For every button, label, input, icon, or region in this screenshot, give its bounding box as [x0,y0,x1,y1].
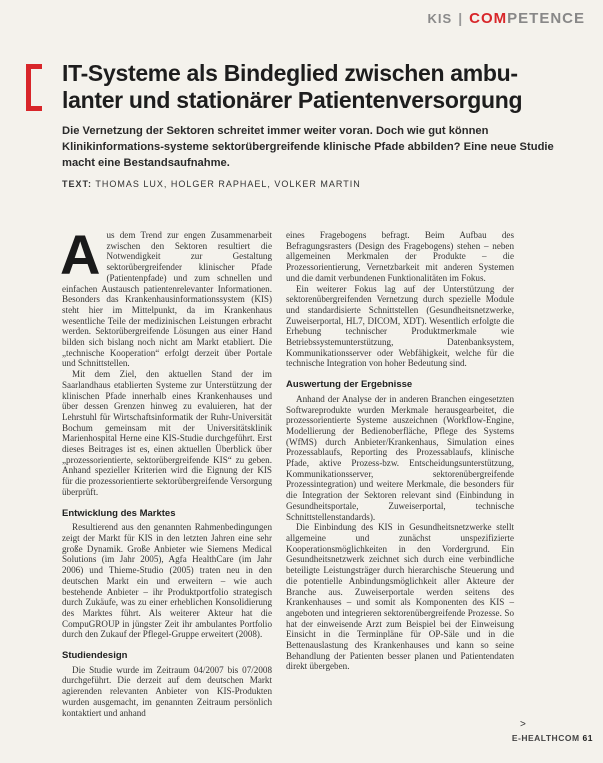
article-headline [62,60,582,114]
body-column-1 [60,223,272,718]
page-number: 61 [582,733,593,743]
authors-label: TEXT: [62,179,93,189]
paragraph-text: us dem Trend zur engen Zusammenarbeit zwischen den Sektoren resultiert die Notwendigkeit zur Gestaltung sektorübergreifender klinischer Pfade (Patientenpfade) und zum schnellen und einfachen Austausch patientenrelevanter Informationen. Besonders das Krankenhausinformationssystem (KIS) steht hier im Mittelpunkt, da im Krankenhaus wesentliche Teile der medizinischen Leistungen erbracht werden. Sektorübergreifende Lösungen aus einer Hand bilden sich bislang noch nicht am Markt etabliert. Die „technische Kooperation“ erfolgt derzeit über Portale und Schnittstellen. [62,230,272,369]
subheading: Auswertung der Ergebnisse [286,379,413,391]
paragraph: Resultierend aus den genannten Rahmenbedingungen zeigt der Markt für KIS in den letzten Jahren eine sehr große Dynamik. Große Anbieter wie Siemens Medical Solutions (im Jahr 2005), Agfa HealthCare (im Jahr 2006) und Thieme-Studio (2005) traten neu in den deutschen Markt ein und erweitern – wie auch bestehende Anbieter – ihr Produktportfolio strategisch durch Zukäufe, was zu einer erheblichen Konsolidierung des Marktes führt. Als weiterer Akteur hat die CompuGROUP in jüngster Zeit ihr ambulantes Portfolio durch den Zukauf der Pflegel-Gruppe erweitert (2008). [62,522,272,640]
subheading: Entwicklung des Marktes [62,507,176,519]
paragraph [60,223,272,369]
category-rest: PETENCE [507,9,585,27]
paragraph: Anhand der Analyse der in anderen Branchen eingesetzten Softwareprodukte wurden Merkmale herausgearbeitet, die prozessorientierte Systeme auszeichnen (Workflow-Engine, Modellierung der Bedienoberfläche, Pflege des Systems (WfMS) durch Anbieter/Krankenhaus, Simulation eines Prozessablaufs, Reporting des Prozessablaufs, klinische Pfade, aktive Prozess-bzw. Entscheidungsunterstützung, Kommunikationsserver, sektorenübergreifende Prozessintegration) und weitere Merkmale, die besonders für die Integration der Sektoren relevant sind (Einbindung in Gesundheitsportale, Zuweiserportal, technische Schnittstellenstandards). [286,393,514,522]
category-accent: COM [469,9,508,27]
footer-brand: E-HEALTHCOM [511,733,580,743]
section-label: KIS [427,10,453,26]
paragraph: Mit dem Ziel, den aktuellen Stand der im Saarlandhaus etablierten Systeme zur Unterstützung der klinischen Pfade innerhalb eines Krankenhauses und über dessen Grenzen hinweg zu evaluieren, hat der Lehrstuhl für Wirtschaftsinformatik der Ruhr-Universität Bochum gemeinsam mit der Universitätsklinik Marienhospital Herne eine KIS-Studie durchgeführt. Erst dieses Beitrages ist es, einen aktuellen Überblick über „prozessorientierte, sektorübergreifende KIS“ zu geben. Anhand spezieller Kriterien wird die Eignung der KIS für die prozessorientierte sektorübergreifende Versorgung überprüft. [62,369,272,497]
authors-line [62,179,582,189]
category-label [469,10,585,27]
authors-names: THOMAS LUX, HOLGER RAPHAEL, VOLKER MARTIN [95,179,361,189]
red-bracket-icon [26,64,42,111]
subheading: Studiendesign [62,650,128,662]
paragraph: Die Einbindung des KIS in Gesundheitsnetzwerke stellt allgemeine und zunächst unspezifizierte Kooperationsmöglichkeiten in den Vordergrund. Ein Gesundheitsnetzwerk zeichnet sich durch eine verbindliche beteiligte Leistungsträger durch hierarchische Steuerung und die potentielle Anbindungsmöglichkeit aller Akteure der Branche aus. Zuweiserportale werden seitens des Krankenhauses – und somit als Komponenten des KIS – angeboten und integrieren sektorenübergreifende Prozesse. So hat der einweisende Arzt zum Beispiel bei der Einweisung Einsicht in die Terminpläne für OP-Säle und in die Bettenauslastung des Krankenhauses und kann so seine Behandlung der Patienten besser planen und Patientendaten direkt übergeben. [286,522,514,672]
headline-line-1: IT-Systeme als Bindeglied zwischen ambu- [62,60,518,86]
page-footer [512,733,593,743]
body-column-2 [286,230,514,672]
paragraph: Die Studie wurde im Zeitraum 04/2007 bis 07/2008 durchgeführt. Die derzeit auf dem deutschen Markt agierenden relevanten Anbieter von KIS-Produkten wurden ausgemacht, im genannten Zeitraum persönlich kontaktiert und anhand [62,664,272,718]
header-separator: | [458,10,464,26]
article-lead: Die Vernetzung der Sektoren schreitet immer weiter voran. Doch wie gut können Klinikinformations-systeme sektorübergreifende klinische Pfade abbilden? Eine neue Studie macht eine Bestandsaufnahme. [62,125,554,169]
paragraph: eines Fragebogens befragt. Beim Aufbau des Befragungsrasters (Design des Fragebogens) stehen – neben allgemeinen Merkmalen der Produkte – die Prozessorientierung, Vernetzbarkeit mit anderen Systemen und die damit verbundenen Funktionalitäten im Fokus. [286,230,514,283]
drop-cap: A [60,223,101,286]
headline-line-2: lanter und stationärer Patientenversorgung [62,87,523,113]
continue-arrow-icon: > [520,719,526,730]
section-header [428,8,585,28]
paragraph: Ein weiterer Fokus lag auf der Unterstützung der sektorenübergreifenden Vernetzung durch spezielle Module und standardisierte Schnittstellen (Gesundheitsnetzwerke, Zuweiserportal, HL7, DICOM, XDT). Wesentlich erfolgte die Erhebung technischer Produktmerkmale wie Betriebssystemunterstützung, Datenbanksystem, Kommunikationsserver oder Webfähigkeit, welche für die technische Integration von hoher Bedeutung sind. [286,283,514,369]
